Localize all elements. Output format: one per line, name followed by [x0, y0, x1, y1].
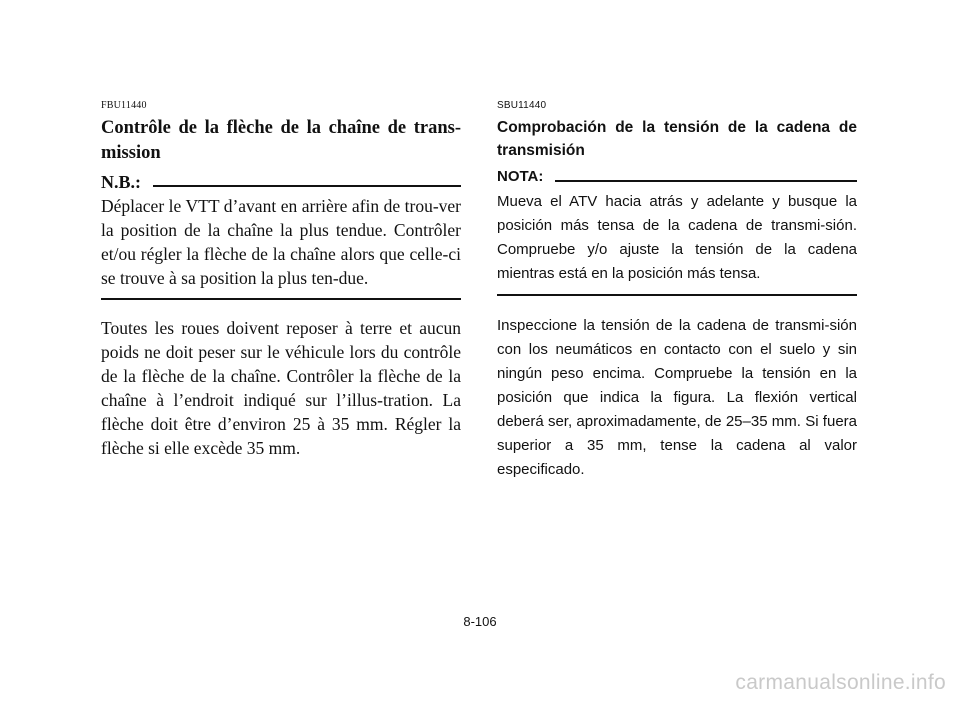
watermark: carmanualsonline.info: [735, 671, 946, 694]
note-label: N.B.:: [101, 172, 141, 192]
french-column: [101, 100, 461, 460]
note-label: NOTA:: [497, 168, 544, 185]
note-header: [497, 166, 857, 188]
section-heading: Comprobación de la tensión de la cadena de transmisión: [497, 119, 857, 159]
note-rule-top: [555, 180, 857, 182]
section-code: SBU11440: [497, 100, 547, 111]
note-text: Mueva el ATV hacia atrás y adelante y busque la posición más tensa de la cadena de transmi-sión. Compruebe y/o ajuste la tensión de la cadena mientras está en la posición más tensa.: [497, 193, 857, 282]
note-rule-top: [153, 185, 461, 187]
section-heading: Contrôle de la flèche de la chaîne de trans-mission: [101, 118, 461, 163]
body-paragraph: Toutes les roues doivent reposer à terre et aucun poids ne doit peser sur le véhicule lors du contrôle de la flèche de la chaîne. Contrôler la flèche de la chaîne à l’endroit indiqué sur l’illus-tration. La flèche doit être d’environ 25 à 35 mm. Régler la flèche si elle excède 35 mm.: [101, 318, 461, 458]
body-paragraph: Inspeccione la tensión de la cadena de transmi-sión con los neumáticos en contacto con el suelo y sin ningún peso encima. Compruebe la tensión en la posición que indica la figura. La flexión vertical deberá ser, aproximadamente, de 25–35 mm. Si fuera superior a 35 mm, tense la cadena al valor especificado.: [497, 317, 857, 478]
spanish-column: [497, 100, 857, 482]
note-text: Déplacer le VTT d’avant en arrière afin de trou-ver la position de la chaîne la plus tendue. Contrôler et/ou régler la flèche de la chaîne alors que celle-ci se trouve à sa position la plus ten-due.: [101, 196, 461, 288]
note-rule-bottom: [497, 294, 857, 296]
section-code: FBU11440: [101, 100, 147, 111]
note-header: [101, 170, 461, 194]
note-rule-bottom: [101, 298, 461, 300]
page-number: 8-106: [463, 614, 497, 629]
